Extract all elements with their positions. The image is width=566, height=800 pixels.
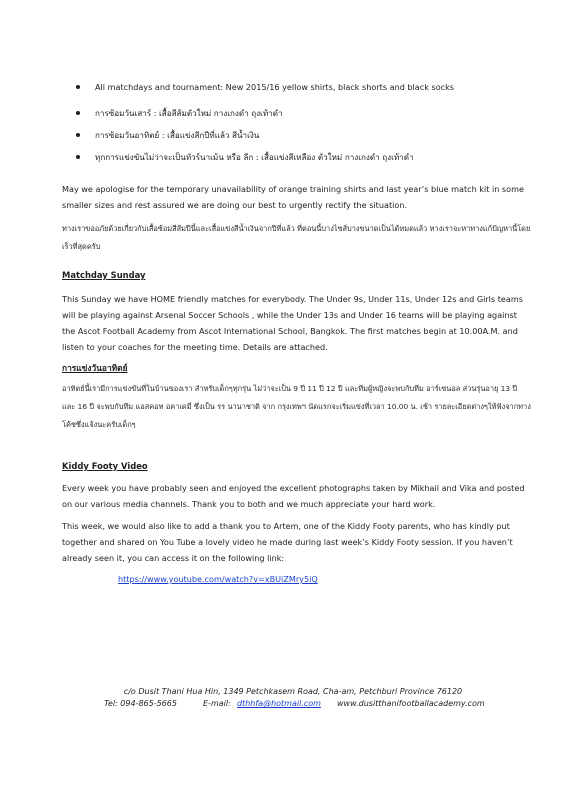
bullet-text: การซ้อมวันเสาร์ : เสื้อสีส้มตัวใหม่ กางเกงดำ ถุงเท้าดำ [95,108,283,118]
footer-contact-row [0,699,566,713]
kit-bullet-list [76,82,536,162]
kiddy-footy-heading: Kiddy Footy Video [62,461,148,471]
bullet-item [76,152,536,162]
footer-website[interactable]: www.dusitthanifootballacademy.com [337,699,485,708]
bullet-dot [76,133,80,137]
bullet-text: การซ้อมวันอาทิตย์ : เสื้อแข่งสีกปีที่แล้ว สีน้ำเงิน [95,130,260,140]
kiddy-footy-paragraph-2: This week, we would also like to add a thank you to Artem, one of the Kiddy Footy parents, who has kindly put together and shared on You Tube a lovely video he made during last week’s Kiddy Footy session. If you haven’t already seen it, you can access it on the following link: [62,521,513,563]
bullet-text: All matchdays and tournament: New 2015/16 yellow shirts, black shorts and black socks [95,82,454,92]
footer-email-label: E-mail: [203,699,231,708]
bullet-text: ทุกการแข่งขันไม่ว่าจะเป็นทัวร์นาเม้น หรือ ลีก : เสื้อแข่งสีเหลือง ตัวใหม่ กางเกงดำ ถุงเท้าดำ [95,152,414,162]
bullet-item [76,108,536,118]
kiddy-footy-paragraph-1: Every week you have probably seen and enjoyed the excellent photographs taken by Mikhail and Vika and posted on our various media channels. Thank you to both and we much appreciate your hard work. [62,483,525,509]
apology-paragraph-thai: ทางเราขออภัยด้วยเกี่ยวกับเสื้อซ้อมสีส้มปีนี้และเสื้อแข่งสีน้ำเงินจากปีที่แล้ว ที่ตอนนี้บางไซส์บางขนาดเป็นได้หมดแล้ว ทางเราจะหาทางแก้ปัญหานี้โดยเร็วที่สุดครับ [62,224,531,251]
apology-paragraph: May we apologise for the temporary unavailability of orange training shirts and last year’s blue match kit in some smaller sizes and rest assured we are doing our best to urgently rectify the situation. [62,184,524,210]
footer-phone: Tel: 094-865-5665 [104,699,177,708]
footer-email-link[interactable]: dthhfa@hotmail.com [237,699,321,708]
bullet-dot [76,111,80,115]
footer [0,686,566,713]
footer-address: c/o Dusit Thani Hua Hin, 1349 Petchkasem Road, Cha-am, Petchburi Province 76120 [123,687,463,696]
matchday-thai-paragraph: อาทิตย์นี้เรามีการแข่งขันที่ในบ้านของเรา สำหรับเด็กๆทุกรุ่น ไม่ว่าจะเป็น 9 ปี 11 ปี 12 ปี และทีมผู้หญิงจะพบกับทีม อาร์เซนอล ส่วนรุ่นอายุ 13 ปี และ 16 ปี จะพบกับทีม แอสคอท อคาเดมี่ ซึ่งเป็น รร นานาชาติ จาก กรุงเทพฯ นัดแรกจะเริ่มแข่งที่เวลา 10.00 น. เช้า รายละเอียดต่างๆให้ฟังจากทางโค้ชซึ่งแจ้งนะครับเด็กๆ [62,384,531,429]
youtube-link[interactable]: https://www.youtube.com/watch?v=xBUiZMry5iQ [118,574,318,584]
bullet-item [76,82,536,92]
matchday-heading: Matchday Sunday [62,270,146,280]
bullet-item [76,130,536,140]
bullet-dot [76,155,80,159]
bullet-dot [76,85,80,89]
matchday-thai-heading: การแข่งวันอาทิตย์ [62,363,128,373]
matchday-paragraph: This Sunday we have HOME friendly matches for everybody. The Under 9s, Under 11s, Under 12s and Girls teams will be playing against Arsenal Soccer Schools , while the Under 13s and Under 16 teams will be playing against the Ascot Football Academy from Ascot International School, Bangkok. The first matches begin at 10.00A.M. and listen to your coaches for the meeting time. Details are attached. [62,294,523,352]
